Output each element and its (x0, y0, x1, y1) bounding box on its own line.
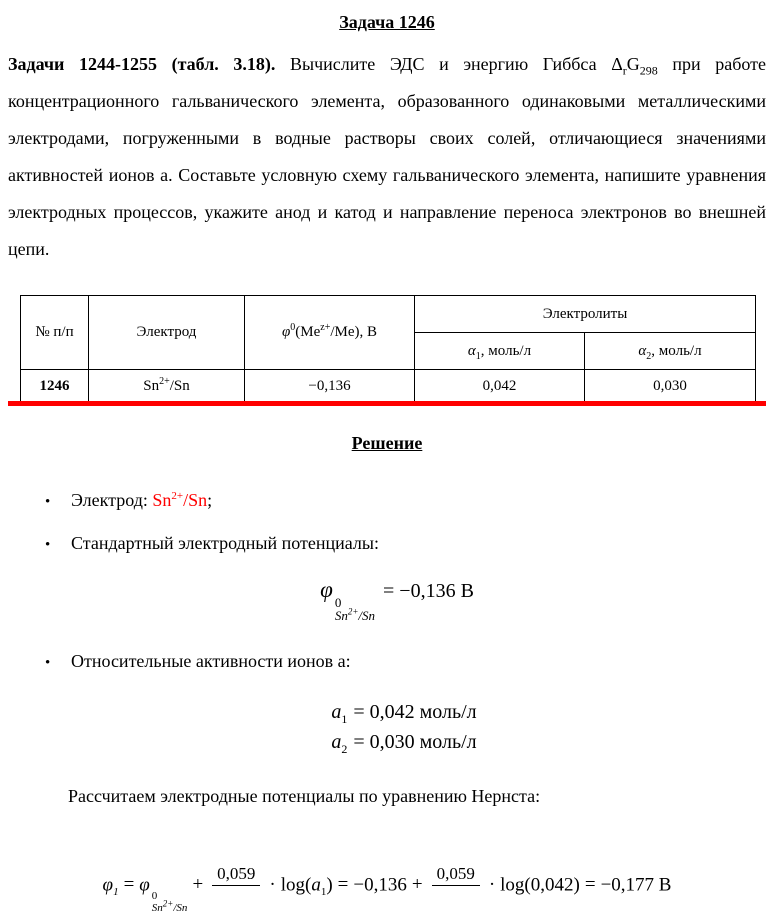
bullet-electrode (45, 488, 774, 514)
sub-pre: Sn (334, 608, 348, 623)
bullet-icon: • (45, 655, 51, 671)
electrode-post: /Sn (169, 377, 190, 394)
phi0-symbol: φ (139, 874, 150, 896)
standard-potential-value: = −0,136 В (383, 580, 474, 602)
me-charge-sup: z+ (320, 322, 331, 333)
sub-post: /Sn (173, 902, 188, 914)
problem-lead: Задачи 1244-1255 (табл. 3.18). (8, 54, 276, 74)
value-minus-0136: −0,136 (353, 874, 407, 896)
nernst-equation (0, 864, 774, 914)
header-electrode: Электрод (89, 296, 245, 370)
fraction-2-denominator (432, 886, 480, 908)
phi-zero-sup: 0 (334, 595, 342, 610)
activity-a2-line (0, 731, 774, 754)
red-underline-rule (8, 401, 766, 406)
fraction-2 (432, 864, 480, 908)
phi-symbol: φ (320, 577, 333, 602)
a2-sub: 2 (341, 742, 348, 756)
header-potential-post: /Me), В (330, 324, 378, 340)
fraction-2-numerator: 0,059 (432, 864, 480, 886)
plus-sign: + (192, 874, 204, 896)
multiply-dot: · (269, 874, 276, 896)
delta-r-subscript: r (622, 63, 627, 78)
plus-sign: + (411, 874, 423, 896)
header-electrolytes: Электролиты (415, 296, 756, 333)
equals-sign: = (337, 874, 349, 896)
table-data-row (21, 370, 756, 403)
chem-pre: Sn (152, 490, 172, 510)
cell-problem-number: 1246 (21, 370, 89, 403)
sub-post: /Sn (358, 608, 376, 623)
alpha2-sub: 2 (646, 350, 652, 362)
alpha1-unit: , моль/л (480, 342, 532, 359)
conditions-table (20, 295, 756, 403)
electrode-value-red (152, 490, 207, 510)
problem-text-1: Вычислите ЭДС и энергию Гиббса Δ (275, 54, 623, 74)
log-open: log( (280, 874, 312, 896)
phi-zero-sup: 0 (290, 322, 296, 333)
problem-statement (8, 46, 766, 268)
header-a1 (415, 333, 585, 370)
sub-pre: Sn (151, 902, 163, 914)
result-value: −0,177 В (600, 874, 672, 896)
cell-a1: 0,042 (415, 370, 585, 403)
sub-charge-sup: 2+ (347, 606, 359, 617)
activity-a1-line (0, 701, 774, 724)
alpha2-unit: , моль/л (651, 342, 702, 359)
a-symbol: a (311, 874, 321, 896)
electrode-pre: Sn (143, 377, 160, 394)
a-symbol: a (331, 701, 342, 723)
phi1-symbol: φ (102, 874, 114, 896)
alpha1-symbol: α (467, 342, 476, 359)
gibbs-298-subscript: 298 (639, 63, 658, 78)
bullet-electrode-text (71, 488, 212, 512)
electrode-line-end: ; (207, 490, 213, 510)
fraction-1-numerator: 0,059 (212, 864, 260, 886)
equals-sign: = (123, 874, 135, 896)
standard-potential-formula (0, 577, 774, 623)
alpha1-sub: 1 (475, 350, 481, 362)
fraction-1 (212, 864, 260, 908)
cell-a2: 0,030 (585, 370, 756, 403)
phi0-sup-sub-stack (152, 891, 188, 914)
problem-text-2: при работе концентрационного гальванического элемента, образованного одинаковыми металлическими электродами, погруженными в водные растворы своих солей, отличающиеся значениями активностей ионов a. Составьте условную схему гальванического элемента, напишите уравнения электродных процессов, укажите анод и катод и направление переноса электронов во внешней цепи. (8, 54, 767, 259)
alpha2-symbol: α (638, 342, 647, 359)
phi-sup-sub-stack (335, 596, 375, 623)
header-a2 (585, 333, 756, 370)
fraction-1-denominator (212, 886, 260, 908)
solution-heading: Решение (351, 433, 423, 453)
sub-charge-sup: 2+ (162, 898, 174, 909)
header-potential (245, 296, 415, 370)
bullet-standard-potential (45, 531, 774, 557)
bullet-icon: • (45, 494, 51, 510)
a1-sub: 1 (320, 886, 327, 899)
multiply-dot: · (488, 874, 496, 896)
a1-sub: 1 (341, 712, 348, 726)
a1-value: = 0,042 моль/л (353, 701, 477, 723)
cell-potential: −0,136 (245, 370, 415, 403)
a-symbol: a (331, 731, 342, 753)
activities-label: Относительные активности ионов a: (71, 651, 351, 671)
phi-symbol: φ (281, 324, 291, 340)
phi-electrode-sub (334, 606, 376, 623)
phi1-sub: 1 (113, 886, 119, 899)
electrode-charge-sup: 2+ (159, 375, 170, 387)
standard-potential-label: Стандартный электродный потенциалы: (71, 533, 379, 553)
log-close: ) (326, 874, 333, 896)
header-num: № п/п (21, 296, 89, 370)
phi0-zero-sup: 0 (151, 890, 158, 903)
chem-post: /Sn (183, 490, 208, 510)
cell-electrode (89, 370, 245, 403)
equals-sign: = (584, 874, 596, 896)
nernst-intro-text: Рассчитаем электродные потенциалы по уравнению Нернста: (68, 786, 541, 806)
a2-value: = 0,030 моль/л (353, 731, 477, 753)
chem-charge-sup: 2+ (171, 490, 184, 502)
phi0-electrode-sub (151, 898, 188, 914)
log-0042: log(0,042) (500, 874, 580, 896)
gibbs-symbol: G (626, 54, 640, 74)
electrode-label: Электрод: (71, 490, 153, 510)
bullet-activities (45, 649, 774, 675)
page-title: Задача 1246 (339, 12, 435, 32)
bullet-icon: • (45, 537, 51, 553)
header-potential-mid: (Me (295, 324, 321, 340)
table-header-row-1 (21, 296, 756, 333)
